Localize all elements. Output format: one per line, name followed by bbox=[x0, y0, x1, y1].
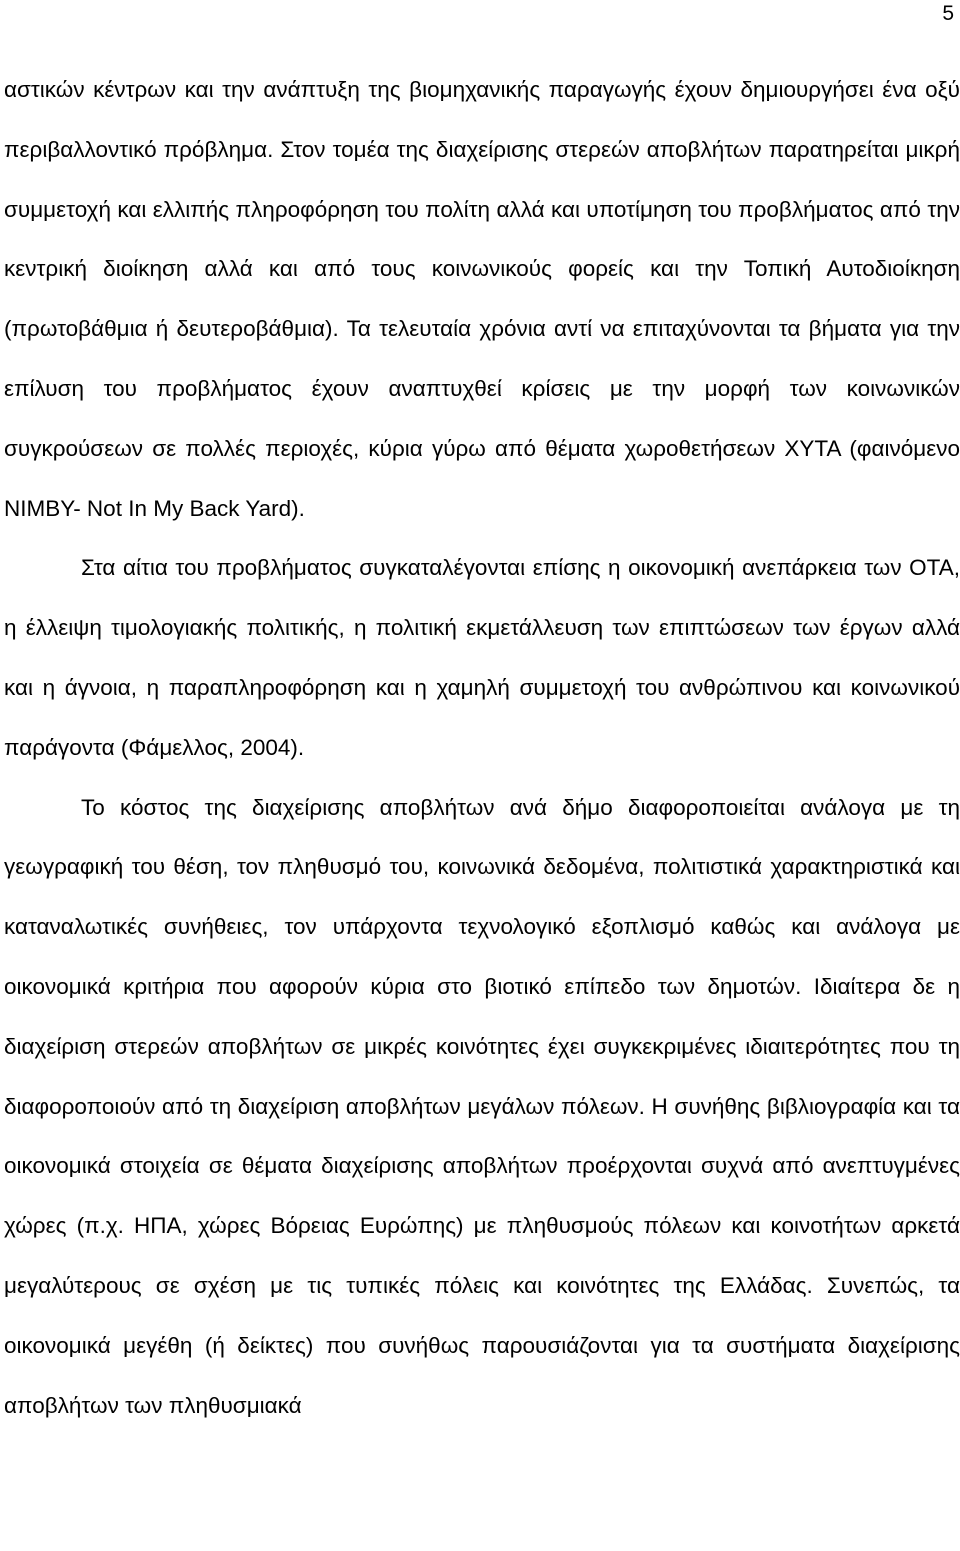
paragraph-1: αστικών κέντρων και την ανάπτυξη της βιομηχανικής παραγωγής έχουν δημιουργήσει ένα οξύ περιβαλλοντικό πρόβλημα. Στον τομέα της διαχείρισης στερεών αποβλήτων παρατηρείται μικρή συμμετοχή και ελλιπής πληροφόρηση του πολίτη αλλά και υποτίμηση του προβλήματος από την κεντρική διοίκηση αλλά και από τους κοινωνικούς φορείς και την Τοπική Αυτοδιοίκηση (πρωτοβάθμια ή δευτεροβάθμια). Τα τελευταία χρόνια αντί να επιταχύνονται τα βήματα για την επίλυση του προβλήματος έχουν αναπτυχθεί κρίσεις με την μορφή των κοινωνικών συγκρούσεων σε πολλές περιοχές, κύρια γύρω από θέματα χωροθετήσεων ΧΥΤΑ (φαινόμενο NIMBY- Not In My Back Yard). bbox=[4, 77, 960, 521]
paragraph-2: Στα αίτια του προβλήματος συγκαταλέγονται επίσης η οικονομική ανεπάρκεια των ΟΤΑ, η έλλειψη τιμολογιακής πολιτικής, η πολιτική εκμετάλλευση των επιπτώσεων των έργων αλλά και η άγνοια, η παραπληροφόρηση και η χαμηλή συμμετοχή του ανθρώπινου και κοινωνικού παράγοντα (Φάμελλος, 2004). bbox=[4, 555, 960, 760]
document-body bbox=[4, 60, 960, 1435]
page-number: 5 bbox=[942, 2, 954, 25]
paragraph-3: Το κόστος της διαχείρισης αποβλήτων ανά δήμο διαφοροποιείται ανάλογα με τη γεωγραφική του θέση, τον πληθυσμό του, κοινωνικά δεδομένα, πολιτιστικά χαρακτηριστικά και καταναλωτικές συνήθειες, τον υπάρχοντα τεχνολογικό εξοπλισμό καθώς και ανάλογα με οικονομικά κριτήρια που αφορούν κύρια στο βιοτικό επίπεδο των δημοτών. Ιδιαίτερα δε η διαχείριση στερεών αποβλήτων σε μικρές κοινότητες έχει συγκεκριμένες ιδιαιτερότητες που τη διαφοροποιούν από τη διαχείριση αποβλήτων μεγάλων πόλεων. Η συνήθης βιβλιογραφία και τα οικονομικά στοιχεία σε θέματα διαχείρισης αποβλήτων προέρχονται συχνά από ανεπτυγμένες χώρες (π.χ. ΗΠΑ, χώρες Βόρειας Ευρώπης) με πληθυσμούς πόλεων και κοινοτήτων αρκετά μεγαλύτερους σε σχέση με τις τυπικές πόλεις και κοινότητες της Ελλάδας. Συνεπώς, τα οικονομικά μεγέθη (ή δείκτες) που συνήθως παρουσιάζονται για τα συστήματα διαχείρισης αποβλήτων των πληθυσμιακά bbox=[4, 794, 960, 1418]
